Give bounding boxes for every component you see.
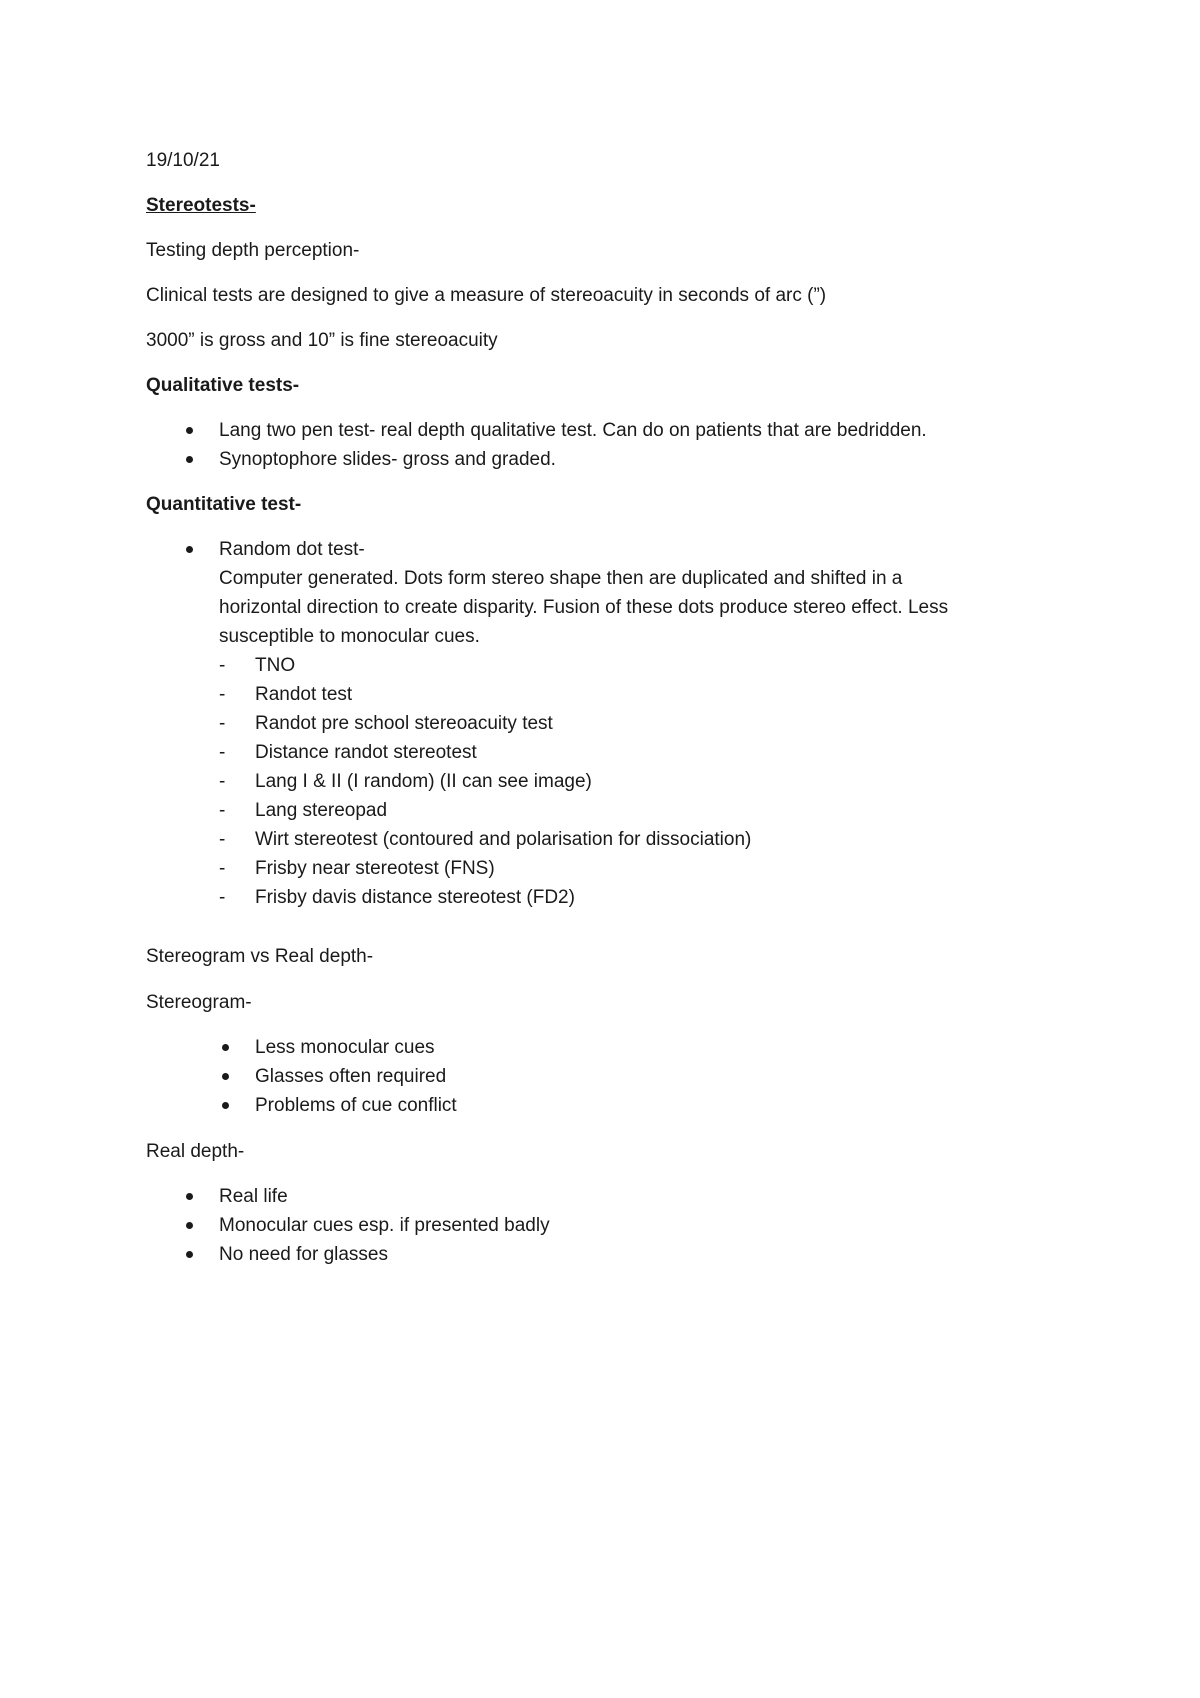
list-item: Less monocular cues: [146, 1033, 1086, 1062]
list-item: - Randot test: [219, 684, 353, 705]
list-item: - Distance randot stereotest: [219, 742, 477, 763]
intro-line-2: Clinical tests are designed to give a measure of stereoacuity in seconds of arc (”): [146, 285, 827, 306]
bullet-icon: [186, 1251, 193, 1258]
random-dot-description: Computer generated. Dots form stereo shape then are duplicated and shifted in a horizontal direction to create disparity. Fusion of these dots produce stereo effect. Less susceptible to monocular cues.: [219, 568, 949, 647]
list-item: Monocular cues esp. if presented badly: [146, 1211, 1086, 1240]
intro-line-3: 3000” is gross and 10” is fine stereoacuity: [146, 330, 498, 351]
stereogram-list: [146, 1033, 1086, 1120]
stereogram-heading: Stereogram-: [146, 992, 252, 1013]
bullet-icon: [222, 1073, 229, 1080]
date: 19/10/21: [146, 150, 220, 171]
list-item: Lang two pen test- real depth qualitative test. Can do on patients that are bedridden.: [146, 416, 1086, 445]
comparison-heading: Stereogram vs Real depth-: [146, 946, 374, 967]
list-item: - Lang I & II (I random) (II can see image): [219, 771, 592, 792]
document-page: [146, 0, 1086, 1698]
list-item: Real life: [146, 1182, 1086, 1211]
bullet-icon: [186, 456, 193, 463]
list-item: - Frisby near stereotest (FNS): [219, 858, 495, 879]
real-depth-heading: Real depth-: [146, 1141, 245, 1162]
list-item: Problems of cue conflict: [146, 1091, 1086, 1120]
list-item: [146, 535, 1086, 912]
bullet-icon: [186, 427, 193, 434]
list-item: - Wirt stereotest (contoured and polarisation for dissociation): [219, 829, 752, 850]
bullet-icon: [222, 1102, 229, 1109]
random-dot-title: Random dot test-: [219, 539, 365, 560]
intro-line-1: Testing depth perception-: [146, 240, 360, 261]
qualitative-list: [146, 416, 1086, 474]
real-depth-list: [146, 1182, 1086, 1269]
bullet-icon: [186, 1193, 193, 1200]
quantitative-list: [146, 535, 1086, 912]
list-item: Glasses often required: [146, 1062, 1086, 1091]
bullet-icon: [186, 1222, 193, 1229]
qualitative-heading: Qualitative tests-: [146, 375, 300, 396]
list-item: No need for glasses: [146, 1240, 1086, 1269]
bullet-icon: [222, 1044, 229, 1051]
list-item: - Frisby davis distance stereotest (FD2): [219, 887, 575, 908]
quantitative-heading: Quantitative test-: [146, 494, 302, 515]
page-title: Stereotests-: [146, 195, 256, 216]
list-item: - TNO: [219, 655, 296, 676]
list-item: - Randot pre school stereoacuity test: [219, 713, 553, 734]
random-dot-tests-list: [219, 651, 1086, 912]
list-item: - Lang stereopad: [219, 800, 388, 821]
list-item: Synoptophore slides- gross and graded.: [146, 445, 1086, 474]
bullet-icon: [186, 546, 193, 553]
